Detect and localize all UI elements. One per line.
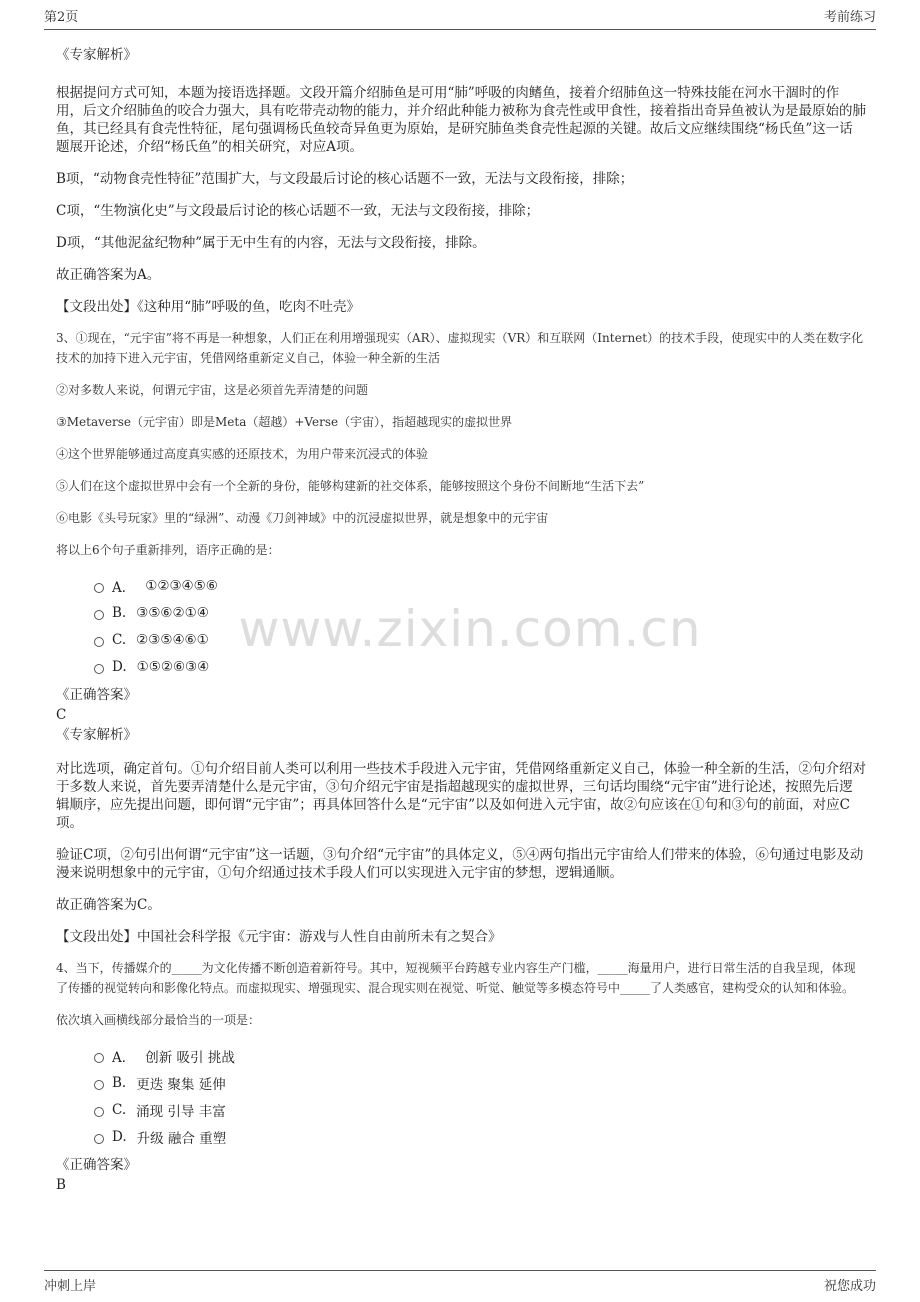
radio-icon[interactable] <box>94 1107 104 1117</box>
option-text: 更迭 聚集 延伸 <box>136 1076 226 1093</box>
sentence-2: ②对多数人来说，何谓元宇宙，这是必须首先弄清楚的问题 <box>56 383 369 397</box>
radio-icon[interactable] <box>94 1080 104 1090</box>
question-3-options <box>56 572 866 680</box>
option-text: 涌现 引导 丰富 <box>136 1103 226 1120</box>
analysis-text: 对比选项，确定首句。①句介绍目前人类可以利用一些技术手段进入元宇宙，凭借网络重新定义自己，体验一种全新的生活，②句介绍对于多数人来说，首先要弄清楚什么是元宇宙，③句介绍元宇宙是指超越现实的虚拟世界，三句话均围绕“元宇宙”进行论述，按照先后逻辑顺序，应先提出问题，即何谓“元宇宙”；再具体回答什么是“元宇宙”以及如何进入元宇宙，故②句应该在①句和③句的前面，对应C项。 <box>56 761 866 831</box>
question-3-prompt: 将以上6个句子重新排列，语序正确的是： <box>56 543 280 557</box>
option-a[interactable] <box>94 572 866 599</box>
sentence-4: ④这个世界能够通过高度真实感的还原技术，为用户带来沉浸式的体验 <box>56 447 429 461</box>
option-text: ②③⑤④⑥① <box>136 631 209 648</box>
option-b[interactable] <box>94 599 866 626</box>
page-content <box>56 40 866 1194</box>
option-label: D. <box>112 658 127 675</box>
verification-text: 验证C项，②句引出何谓“元宇宙”这一话题，③句介绍“元宇宙”的具体定义，⑤④两句指出元宇宙给人们带来的体验，⑥句通过电影及动漫来说明想象中的元宇宙，①句介绍通过技术手段人们可以实现进入元宇宙的梦想，逻辑通顺。 <box>56 847 864 881</box>
page-number: 第2页 <box>44 10 79 25</box>
correct-answer-title: 《正确答案》 <box>56 1157 137 1173</box>
analysis-title: 《专家解析》 <box>56 727 137 743</box>
option-label: C. <box>112 1101 127 1118</box>
option-text: 升级 融合 重塑 <box>136 1130 227 1147</box>
option-label: C. <box>112 631 127 648</box>
option-c[interactable] <box>94 1096 866 1123</box>
option-c[interactable] <box>94 626 866 653</box>
option-label: B. <box>112 604 127 621</box>
answer-conclusion: 故正确答案为A。 <box>56 267 161 283</box>
question-4-stem: 4、当下，传播媒介的_____为文化传播不断创造着新符号。其中，短视频平台跨越专业内容生产门槛，_____海量用户，进行日常生活的自我呈现，体现了传播的视觉转向和影像化特点。而虚拟现实、增强现实、混合现实则在视觉、听觉、触觉等多模态符号中_____了人类感官，建构受众的认知和体验。 <box>56 961 856 995</box>
radio-icon[interactable] <box>94 610 104 620</box>
option-b[interactable] <box>94 1069 866 1096</box>
answer-conclusion: 故正确答案为C。 <box>56 897 161 913</box>
header-title: 考前练习 <box>823 10 876 25</box>
option-text: ①②③④⑤⑥ <box>145 577 218 594</box>
source-citation: 【文段出处】中国社会科学报《元宇宙：游戏与人性自由前所未有之契合》 <box>56 929 502 945</box>
source-citation: 【文段出处】《这种用“肺”呼吸的鱼，吃肉不吐壳》 <box>56 299 361 315</box>
option-text: ③⑤⑥②①④ <box>136 604 209 621</box>
radio-icon[interactable] <box>94 583 104 593</box>
option-d[interactable] <box>94 653 866 680</box>
question-4-prompt: 依次填入画横线部分最恰当的一项是： <box>56 1013 261 1027</box>
footer-left-text: 冲刺上岸 <box>44 1278 97 1294</box>
page-footer <box>44 1270 876 1297</box>
footer-right-text: 祝您成功 <box>823 1278 876 1294</box>
option-label: A． <box>112 579 136 596</box>
option-text: ①⑤②⑥③④ <box>136 658 210 675</box>
radio-icon[interactable] <box>94 1053 104 1063</box>
sentence-5: ⑤人们在这个虚拟世界中会有一个全新的身份，能够构建新的社交体系，能够按照这个身份不间断地“生活下去” <box>56 479 645 493</box>
option-label: B. <box>112 1074 127 1091</box>
option-label: D. <box>112 1128 127 1145</box>
option-b-explanation: B项，“动物食壳性特征”范围扩大，与文段最后讨论的核心话题不一致，无法与文段衔接，排除； <box>56 171 634 187</box>
correct-answer: B <box>56 1177 66 1193</box>
radio-icon[interactable] <box>94 637 104 647</box>
question-4-options <box>56 1042 866 1150</box>
sentence-6: ⑥电影《头号玩家》里的“绿洲”、动漫《刀剑神域》中的沉浸虚拟世界，就是想象中的元宇宙 <box>56 511 549 525</box>
analysis-text: 根据提问方式可知，本题为接语选择题。文段开篇介绍肺鱼是可用“肺”呼吸的肉鳍鱼，接着介绍肺鱼这一特殊技能在河水干涸时的作用，后文介绍肺鱼的咬合力强大，具有吃带壳动物的能力，并介绍此种能力被称为食壳性或甲食性，接着指出奇异鱼被认为是最原始的肺鱼，其已经具有食壳性特征，尾句强调杨氏鱼较奇异鱼更为原始，是研究肺鱼类食壳性起源的关键。故后文应继续围绕“杨氏鱼”这一话题展开论述，介绍“杨氏鱼”的相关研究，对应A项。 <box>56 85 866 155</box>
option-a[interactable] <box>94 1042 866 1069</box>
option-text: 创新 吸引 挑战 <box>145 1049 235 1066</box>
option-d-explanation: D项，“其他泥盆纪物种”属于无中生有的内容，无法与文段衔接，排除。 <box>56 235 486 251</box>
correct-answer: C <box>56 707 67 723</box>
option-label: A． <box>112 1049 136 1066</box>
radio-icon[interactable] <box>94 664 104 674</box>
option-c-explanation: C项，“生物演化史”与文段最后讨论的核心话题不一致，无法与文段衔接，排除； <box>56 203 540 219</box>
radio-icon[interactable] <box>94 1134 104 1144</box>
sentence-3: ③Metaverse（元宇宙）即是Meta（超越）+Verse（宇宙），指超越现实的虚拟世界 <box>56 415 513 429</box>
question-3-stem: 3、①现在，“元宇宙”将不再是一种想象，人们正在利用增强现实（AR）、虚拟现实（VR）和互联网（Internet）的技术手段，使现实中的人类在数字化技术的加持下进入元宇宙，凭借网络重新定义自己，体验一种全新的生活 <box>56 331 864 365</box>
analysis-title: 《专家解析》 <box>56 47 137 63</box>
correct-answer-title: 《正确答案》 <box>56 687 137 703</box>
page-header <box>44 0 876 30</box>
watermark: www.zixin.com.cn <box>238 600 702 658</box>
option-d[interactable] <box>94 1123 866 1150</box>
